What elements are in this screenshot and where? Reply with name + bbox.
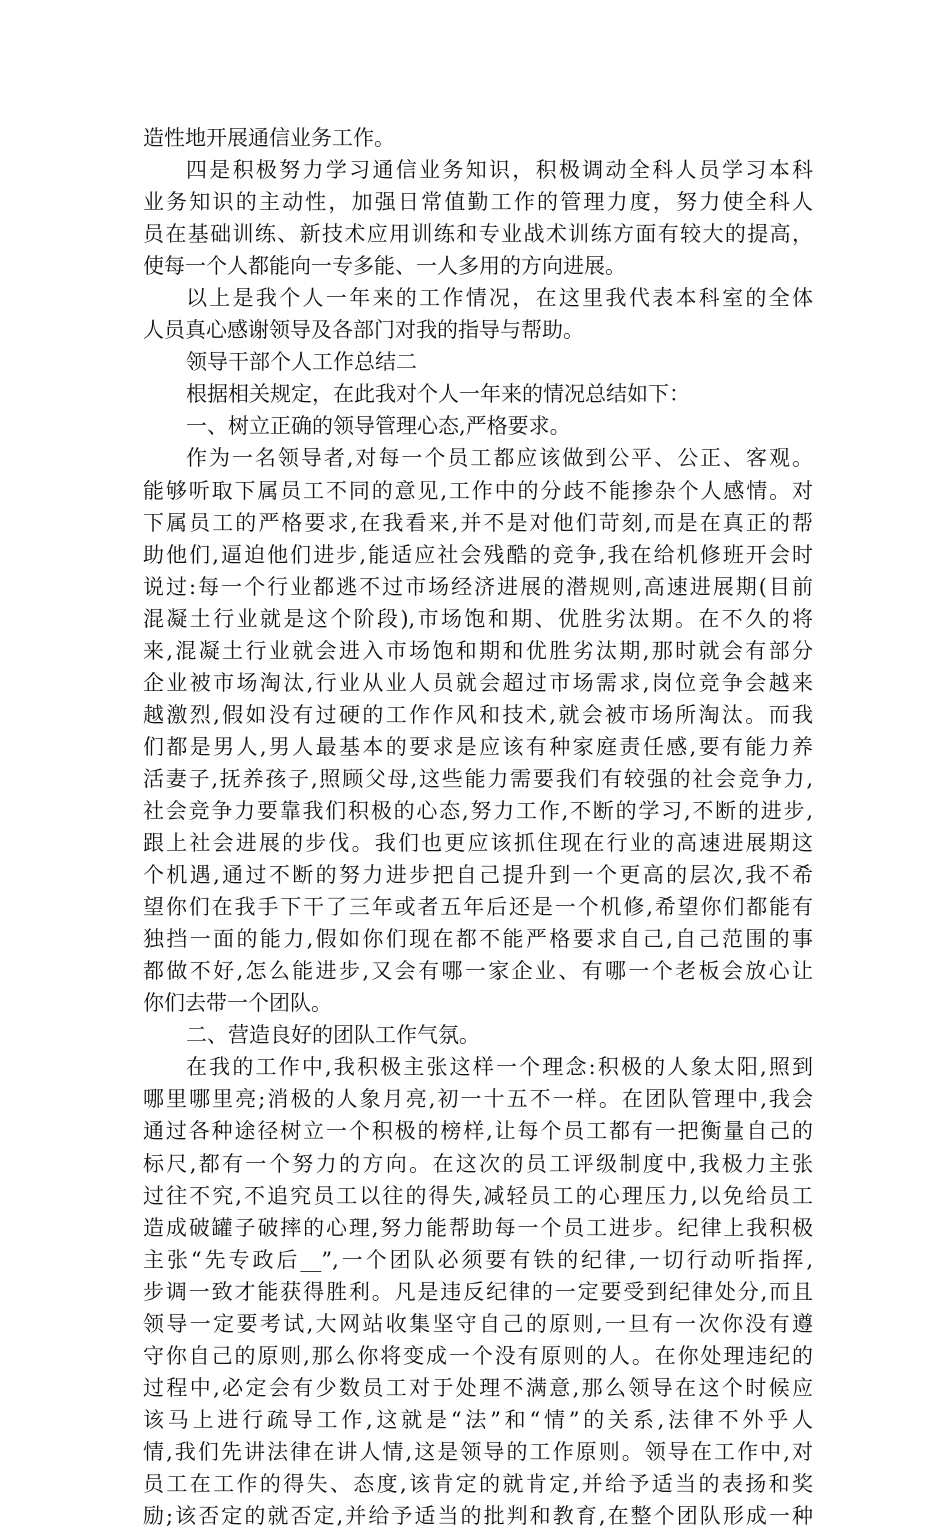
text-line: 该马上进行疏导工作,这就是“法”和“情”的关系,法律不外乎人 bbox=[143, 1407, 813, 1432]
text-line: 企业被市场淘汰,行业从业人员就会超过市场需求,岗位竞争会越来 bbox=[143, 670, 813, 695]
text-line: 通过各种途径树立一个积极的榜样,让每个员工都有一把衡量自己的 bbox=[143, 1119, 813, 1144]
paragraph-first-line: 四是积极努力学习通信业务知识，积极调动全科人员学习本科 bbox=[186, 158, 813, 183]
text-line: 业务知识的主动性，加强日常值勤工作的管理力度，努力使全科人 bbox=[143, 190, 813, 215]
text-line: 助他们,逼迫他们进步,能适应社会残酷的竞争,我在给机修班开会时 bbox=[143, 542, 813, 567]
text-line: 独挡一面的能力,假如你们现在都不能严格要求自己,自己范围的事 bbox=[143, 927, 813, 952]
text-line: 下属员工的严格要求,在我看来,并不是对他们苛刻,而是在真正的帮 bbox=[143, 510, 813, 535]
text-line: 员在基础训练、新技术应用训练和专业战术训练方面有较大的提高， bbox=[143, 222, 813, 247]
text-line: 人员真心感谢领导及各部门对我的指导与帮助。 bbox=[143, 318, 584, 343]
section-heading: 二、营造良好的团队工作气氛。 bbox=[186, 1023, 480, 1048]
text-line: 过程中,必定会有少数员工对于处理不满意,那么领导在这个时候应 bbox=[143, 1375, 813, 1400]
text-line: 励;该否定的就否定,并给予适当的批判和教育,在整个团队形成一种 bbox=[143, 1504, 813, 1529]
text-line: 们都是男人,男人最基本的要求是应该有种家庭责任感,要有能力养 bbox=[143, 734, 813, 759]
text-line: 来,混凝土行业就会进入市场饱和期和优胜劣汰期,那时就会有部分 bbox=[143, 638, 813, 663]
paragraph-first-line: 作为一名领导者,对每一个员工都应该做到公平、公正、客观。 bbox=[186, 446, 813, 471]
text-line: 跟上社会进展的步伐。我们也更应该抓住现在行业的高速进展期这 bbox=[143, 831, 813, 856]
section-heading: 一、树立正确的领导管理心态,严格要求。 bbox=[186, 414, 571, 439]
text-line: 混凝土行业就是这个阶段),市场饱和期、优胜劣汰期。在不久的将 bbox=[143, 606, 813, 631]
paragraph-first-line: 以上是我个人一年来的工作情况，在这里我代表本科室的全体 bbox=[186, 286, 813, 311]
text-line: 主张“先专政后__”,一个团队必须要有铁的纪律,一切行动听指挥, bbox=[143, 1247, 813, 1272]
text-line: 都做不好,怎么能进步,又会有哪一家企业、有哪一个老板会放心让 bbox=[143, 959, 813, 984]
text-line: 领导一定要考试,大网站收集坚守自己的原则,一旦有一次你没有遵 bbox=[143, 1311, 813, 1336]
text-line: 造成破罐子破摔的心理,努力能帮助每一个员工进步。纪律上我积极 bbox=[143, 1215, 813, 1240]
text-line: 越激烈,假如没有过硬的工作作风和技术,就会被市场所淘汰。而我 bbox=[143, 702, 813, 727]
text-line: 使每一个人都能向一专多能、一人多用的方向进展。 bbox=[143, 254, 626, 279]
text-line: 望你们在我手下干了三年或者五年后还是一个机修,希望你们都能有 bbox=[143, 895, 813, 920]
text-line: 过往不究,不追究员工以往的得失,减轻员工的心理压力,以免给员工 bbox=[143, 1183, 813, 1208]
text-line: 标尺,都有一个努力的方向。在这次的员工评级制度中,我极力主张 bbox=[143, 1151, 813, 1176]
text-line: 情,我们先讲法律在讲人情,这是领导的工作原则。领导在工作中,对 bbox=[143, 1439, 813, 1464]
text-line: 你们去带一个团队。 bbox=[143, 991, 332, 1016]
text-line: 社会竞争力要靠我们积极的心态,努力工作,不断的学习,不断的进步, bbox=[143, 798, 813, 823]
text-line: 活妻子,抚养孩子,照顾父母,这些能力需要我们有较强的社会竞争力, bbox=[143, 766, 813, 791]
text-line: 步调一致才能获得胜利。凡是违反纪律的一定要受到纪律处分,而且 bbox=[143, 1279, 813, 1304]
text-line: 员工在工作的得失、态度,该肯定的就肯定,并给予适当的表扬和奖 bbox=[143, 1471, 813, 1496]
paragraph-first-line: 根据相关规定，在此我对个人一年来的情况总结如下： bbox=[186, 382, 690, 407]
text-line: 说过:每一个行业都逃不过市场经济进展的潜规则,高速进展期(目前 bbox=[143, 574, 813, 599]
document-body bbox=[143, 122, 813, 1532]
text-line: 个机遇,通过不断的努力进步把自己提升到一个更高的层次,我不希 bbox=[143, 863, 813, 888]
text-line: 哪里哪里亮;消极的人象月亮,初一十五不一样。在团队管理中,我会 bbox=[143, 1087, 813, 1112]
text-line: 能够听取下属员工不同的意见,工作中的分歧不能掺杂个人感情。对 bbox=[143, 478, 813, 503]
section-title: 领导干部个人工作总结二 bbox=[186, 350, 417, 375]
text-line: 造性地开展通信业务工作。 bbox=[143, 126, 395, 150]
text-line: 守你自己的原则,那么你将变成一个没有原则的人。在你处理违纪的 bbox=[143, 1343, 813, 1368]
paragraph-first-line: 在我的工作中,我积极主张这样一个理念:积极的人象太阳,照到 bbox=[186, 1055, 813, 1080]
